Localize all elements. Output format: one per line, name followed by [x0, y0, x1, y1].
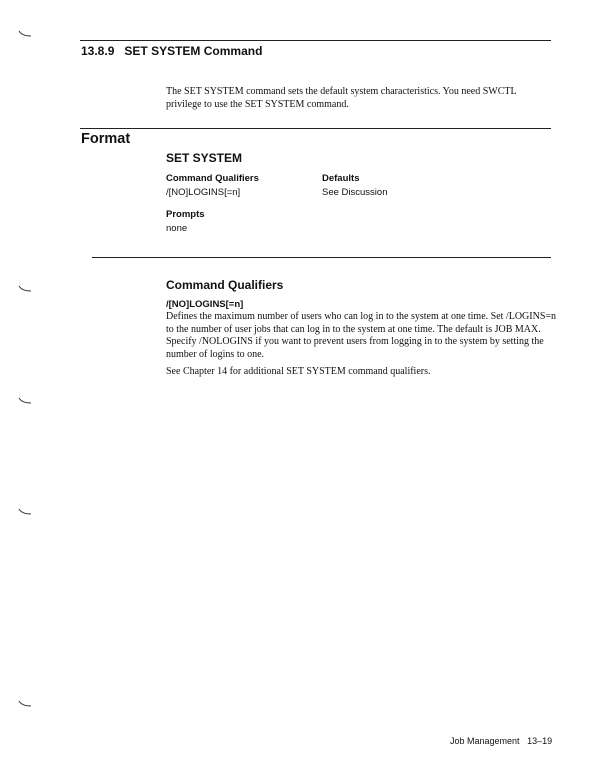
section-title: SET SYSTEM Command: [124, 44, 263, 58]
default-value: See Discussion: [322, 187, 388, 198]
prompts-header: Prompts: [166, 209, 205, 220]
defaults-header: Defaults: [322, 173, 360, 184]
binding-mark-icon: [18, 285, 32, 293]
qualifier-value: /[NO]LOGINS[=n]: [166, 187, 241, 198]
section-heading: [81, 44, 262, 58]
qualifier-description: Defines the maximum number of users who can log in to the system at one time. Set /LOGINS=n to the number of user jobs that can log in to the system at one time. The default is JOB MAX. Specify /NOLOGINS if you want to prevent users from logging in to the system by setting the number of logins to one.: [166, 311, 557, 360]
section-number: 13.8.9: [81, 44, 115, 58]
section-rule: [80, 40, 551, 41]
qualifiers-heading: Command Qualifiers: [166, 278, 284, 292]
format-rule: [80, 128, 551, 129]
command-syntax: SET SYSTEM: [166, 151, 243, 165]
binding-mark-icon: [18, 508, 32, 516]
qualifiers-rule: [92, 257, 551, 258]
qualifier-name: /[NO]LOGINS[=n]: [166, 299, 244, 310]
page-footer: [450, 736, 552, 746]
qualifiers-header: Command Qualifiers: [166, 173, 259, 184]
see-also-text: See Chapter 14 for additional SET SYSTEM command qualifiers.: [166, 366, 431, 377]
prompts-value: none: [166, 223, 188, 234]
binding-mark-icon: [18, 700, 32, 708]
binding-mark-icon: [18, 30, 32, 38]
footer-page-number: 13–19: [527, 736, 553, 746]
format-heading: Format: [81, 131, 131, 147]
footer-chapter: Job Management: [450, 736, 520, 746]
binding-mark-icon: [18, 397, 32, 405]
intro-paragraph: The SET SYSTEM command sets the default system characteristics. You need SWCTL privilege to use the SET SYSTEM command.: [166, 86, 517, 110]
